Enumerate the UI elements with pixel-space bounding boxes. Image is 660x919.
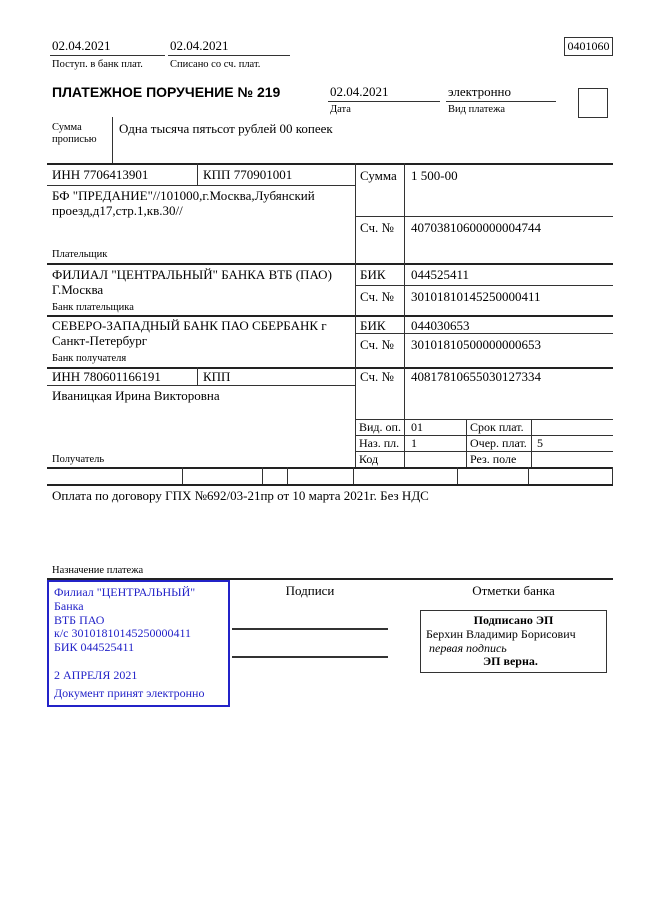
payer-name: БФ "ПРЕДАНИЕ"//101000,г.Москва,Лубянский проезд,д17,стр.1,кв.30// <box>52 188 315 219</box>
receiver-section-label: Получатель <box>52 454 105 465</box>
purpose-code-label: Наз. пл. <box>359 436 400 450</box>
payer-bank-account: 30101810145250000411 <box>411 289 541 304</box>
tax-row-vline-1 <box>182 467 183 484</box>
tax-row-vline-2 <box>262 467 263 484</box>
reserve-label: Рез. поле <box>470 452 517 466</box>
doc-title: ПЛАТЕЖНОЕ ПОРУЧЕНИЕ № 219 <box>52 84 281 100</box>
bank-marks-title: Отметки банка <box>472 583 555 598</box>
receiver-bank-bik: 044030653 <box>411 318 470 333</box>
stamp-bank-line1: Филиал "ЦЕНТРАЛЬНЫЙ" Банка <box>54 585 196 613</box>
stamp-corr-account: к/с 30101810145250000411 <box>54 626 192 641</box>
signature-line-2 <box>232 656 388 658</box>
due-label: Срок плат. <box>470 420 524 434</box>
label-col-vline <box>355 163 356 467</box>
payer-kpp: КПП 770901001 <box>203 167 293 182</box>
debited-date-underline <box>168 55 290 56</box>
receiver-account-label: Сч. № <box>360 369 394 384</box>
received-date-underline <box>50 55 165 56</box>
receiver-name: Иваницкая Ирина Викторовна <box>52 388 220 403</box>
payer-section-label: Плательщик <box>52 249 108 260</box>
details-label2-vline <box>466 419 467 467</box>
payer-bank-bik-divider <box>355 285 613 286</box>
receiver-bank-bik-divider <box>355 333 613 334</box>
stamp-footer: Документ принят электронно <box>54 686 205 701</box>
signer-name: Берхин Владимир Борисович <box>426 626 576 641</box>
receiver-account: 40817810655030127334 <box>411 369 541 384</box>
priority-label: Очер. плат. <box>470 436 527 450</box>
receiver-bank-name: СЕВЕРО-ЗАПАДНЫЙ БАНК ПАО СБЕРБАНК г Санкт-Петербург <box>52 318 327 349</box>
stamp-bank-line2: ВТБ ПАО <box>54 612 105 627</box>
receiver-bank-account: 30101810500000000653 <box>411 337 541 352</box>
payment-type: электронно <box>448 84 512 99</box>
payer-inn: ИНН 7706413901 <box>52 167 149 182</box>
bank-stamp-box <box>47 580 230 707</box>
payer-bank-bik-label: БИК <box>360 267 386 282</box>
sum-label: Сумма <box>360 168 397 183</box>
debited-date-label: Списано со сч. плат. <box>170 59 261 70</box>
doc-date-label: Дата <box>330 104 351 115</box>
payer-account: 40703810600000004744 <box>411 220 541 235</box>
purpose-text: Оплата по договору ГПХ №692/03-21пр от 10 марта 2021г. Без НДС <box>52 488 429 503</box>
receiver-bank-bik-label: БИК <box>360 318 386 333</box>
payer-section-divider <box>47 263 613 265</box>
received-date: 02.04.2021 <box>52 38 111 53</box>
op-type-value: 01 <box>411 420 423 434</box>
receiver-inn: ИНН 780601166191 <box>52 369 161 384</box>
signatures-title: Подписи <box>285 583 335 598</box>
op-type-label: Вид. оп. <box>359 420 401 434</box>
form-code-box: 0401060 <box>564 37 613 56</box>
purpose-label: Назначение платежа <box>52 565 144 576</box>
tax-row-vline-6 <box>528 467 529 484</box>
payment-type-label: Вид платежа <box>448 104 506 115</box>
receiver-inn-kpp-vline <box>197 367 198 385</box>
doc-date-underline <box>328 101 440 102</box>
amount-words-divider <box>112 117 113 163</box>
receiver-inn-kpp-divider <box>47 385 355 386</box>
payer-account-label: Сч. № <box>360 220 394 235</box>
payer-bank-divider <box>47 315 613 317</box>
signed-ep-title: Подписано ЭП <box>473 613 554 627</box>
details-value2-vline <box>531 419 532 467</box>
payment-type-underline <box>446 101 556 102</box>
amount-words-value: Одна тысяча пятьсот рублей 00 копеек <box>119 121 333 136</box>
signature-kind: первая подпись <box>429 640 507 655</box>
purpose-code-value: 1 <box>411 436 417 450</box>
status-box <box>578 88 608 118</box>
inn-kpp-vline <box>197 163 198 185</box>
payer-bank-section-label: Банк плательщика <box>52 302 134 313</box>
payer-bank-bik: 044525411 <box>411 267 470 282</box>
tax-row-vline-5 <box>457 467 458 484</box>
signature-stamp-box <box>420 610 607 673</box>
inn-kpp-divider <box>47 185 355 186</box>
payer-bank-account-label: Сч. № <box>360 289 394 304</box>
sum-account-divider <box>355 216 613 217</box>
stamp-bik: БИК 044525411 <box>54 640 135 655</box>
signature-line-1 <box>232 628 388 630</box>
received-date-label: Поступ. в банк плат. <box>52 59 143 70</box>
value-col-vline <box>404 163 405 467</box>
tax-row-vline-7 <box>612 467 613 484</box>
payer-bank-name: ФИЛИАЛ "ЦЕНТРАЛЬНЫЙ" БАНКА ВТБ (ПАО) Г.Москва <box>52 267 332 298</box>
tax-row-border-bottom <box>47 484 613 486</box>
receiver-kpp-label: КПП <box>203 369 231 384</box>
doc-date: 02.04.2021 <box>330 84 389 99</box>
tax-row-vline-3 <box>287 467 288 484</box>
amount-words-label: Сумма прописью <box>52 122 97 145</box>
table-border-top <box>47 163 613 165</box>
receiver-bank-account-label: Сч. № <box>360 337 394 352</box>
tax-row-vline-4 <box>353 467 354 484</box>
sum-value: 1 500-00 <box>411 168 458 183</box>
ep-verified: ЭП верна. <box>483 654 538 669</box>
stamp-date: 2 АПРЕЛЯ 2021 <box>54 667 138 682</box>
debited-date: 02.04.2021 <box>170 38 229 53</box>
receiver-bank-section-label: Банк получателя <box>52 353 127 364</box>
code-label: Код <box>359 452 379 466</box>
priority-value: 5 <box>537 436 543 450</box>
